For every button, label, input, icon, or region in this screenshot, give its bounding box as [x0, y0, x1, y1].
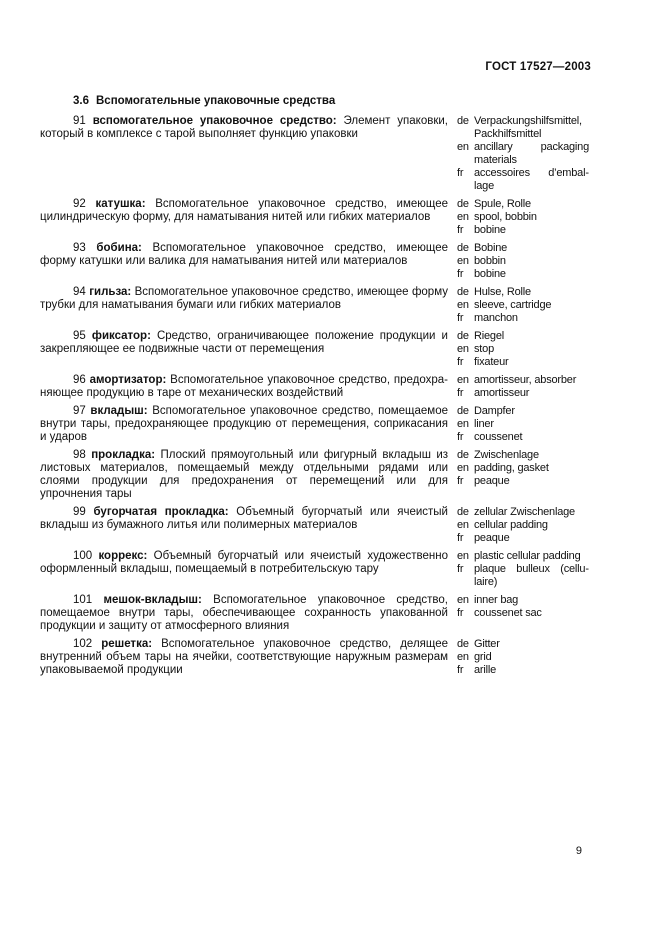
term-definition [40, 638, 448, 677]
translation-text: peaque [474, 475, 510, 487]
translation-line [457, 224, 589, 237]
term-name: прокладка: [91, 449, 156, 461]
translation-line [457, 268, 589, 281]
translations [457, 506, 589, 545]
translation-line [457, 198, 589, 211]
term-name: гильза: [89, 286, 132, 298]
translation-text: zellular Zwischenlage [474, 506, 575, 518]
term-name: решетка: [101, 638, 153, 650]
definition-text: Вспомогательное упаковочное средство, делящее внутренний объем тары на ячейки, соответствующие наружным размерам упаковываемой продукции [40, 638, 449, 676]
translations [457, 374, 589, 400]
translation-line [457, 374, 589, 387]
translation-text: bobbin [474, 255, 506, 267]
term-entry [40, 405, 591, 444]
term-number: 102 [73, 638, 93, 650]
term-name: фиксатор: [91, 330, 151, 342]
translation-lang: de [457, 286, 469, 298]
term-entry [40, 449, 591, 501]
translation-lang: en [457, 374, 469, 386]
translation-lang: fr [457, 607, 464, 619]
term-number: 95 [73, 330, 86, 342]
term-entry [40, 374, 591, 400]
doc-number: ГОСТ 17527—2003 [485, 61, 591, 73]
translations [457, 550, 589, 589]
term-definition [40, 594, 448, 633]
translation-text: grid [474, 651, 492, 663]
translation-text: padding, gasket [474, 462, 549, 474]
translation-lang: de [457, 198, 469, 210]
term-entry [40, 115, 591, 193]
translation-line [457, 563, 589, 589]
translation-text: spool, bobbin [474, 211, 537, 223]
term-definition [40, 242, 448, 268]
translation-text: amortisseur, absorber [474, 374, 577, 386]
term-number: 98 [73, 449, 86, 461]
translation-lang: en [457, 141, 469, 153]
translation-text: Spule, Rolle [474, 198, 531, 210]
term-number: 97 [73, 405, 86, 417]
translations [457, 115, 589, 193]
translation-line [457, 594, 589, 607]
term-name: бобина: [96, 242, 142, 254]
term-entry [40, 506, 591, 545]
definition-text: Вспомогательное упаковочное средство, помещаемое внутри тары, обеспечивающее сохранность упакованной продукции и защиту от атмосферного влияния [40, 594, 448, 632]
translation-lang: en [457, 255, 469, 267]
translation-lang: en [457, 550, 469, 562]
term-number: 100 [73, 550, 93, 562]
translation-lang: fr [457, 224, 464, 236]
translation-lang: de [457, 506, 469, 518]
term-entry [40, 550, 591, 589]
term-definition [40, 115, 448, 141]
translation-lang: en [457, 594, 469, 606]
translation-text: fixateur [474, 356, 509, 368]
translation-lang: en [457, 418, 469, 430]
translations [457, 242, 589, 281]
page-number: 9 [575, 845, 582, 857]
term-definition [40, 449, 448, 501]
translation-line [457, 462, 589, 475]
term-entry [40, 198, 591, 237]
translation-text: cellular padding [474, 519, 548, 531]
translation-line [457, 167, 589, 193]
term-entry [40, 286, 591, 325]
term-name: катушка: [95, 198, 146, 210]
term-name: вкладыш: [90, 405, 148, 417]
term-definition [40, 198, 448, 224]
translation-line [457, 532, 589, 545]
definition-text: Вспомогательное упаковочное средство, имеющее форму катушки или валика для наматывания нитей или материалов [40, 242, 448, 267]
translation-text: Bobine [474, 242, 508, 254]
definition-text: Вспомогательное упаковочное средство, помещаемое внутри тары, предохраняющее продукцию от перемещения, соприкасания и ударов [40, 405, 449, 443]
translation-text: bobine [474, 224, 506, 236]
translations [457, 449, 589, 488]
translation-text: coussenet [474, 431, 523, 443]
term-entry [40, 330, 591, 369]
translation-text: bobine [474, 268, 506, 280]
translation-lang: fr [457, 532, 464, 544]
translation-lang: en [457, 299, 469, 311]
translation-lang: fr [457, 356, 464, 368]
translations [457, 198, 589, 237]
translation-line [457, 141, 589, 167]
definition-text: Объемный бугорчатый или ячеистый вкладыш из бумажного литья или полимерных материалов [40, 506, 448, 531]
translation-lang: fr [457, 167, 464, 179]
term-name: коррекс: [98, 550, 148, 562]
translation-text: ancillary packaging materials [474, 141, 589, 166]
translation-line [457, 431, 589, 444]
translation-line [457, 550, 589, 563]
translation-lang: de [457, 330, 469, 342]
term-name: мешок-вкладыш: [103, 594, 202, 606]
translation-text: Dampfer [474, 405, 515, 417]
translation-text: Gitter [474, 638, 500, 650]
translation-text: plastic cellular padding [474, 550, 581, 562]
term-number: 101 [73, 594, 93, 606]
translation-line [457, 449, 589, 462]
definition-text: Средство, ограничивающее положение продукции и закрепляющее ее подвижные части от перемещения [40, 330, 448, 355]
section-title: Вспомогательные упаковочные средства [96, 95, 336, 107]
translations [457, 594, 589, 620]
translation-text: sleeve, cartridge [474, 299, 552, 311]
term-name: амортизатор: [89, 374, 167, 386]
translation-lang: en [457, 519, 469, 531]
translation-text: peaque [474, 532, 510, 544]
translation-lang: fr [457, 563, 464, 575]
translation-line [457, 607, 589, 620]
translation-line [457, 255, 589, 268]
section-number: 3.6 [73, 95, 89, 107]
translation-lang: fr [457, 664, 464, 676]
translation-line [457, 330, 589, 343]
term-number: 99 [73, 506, 86, 518]
translation-line [457, 475, 589, 488]
term-name: вспомогательное упаковочное средство: [92, 115, 337, 127]
term-definition [40, 405, 448, 444]
translation-text: plaque bulleux (cellulaire) [474, 563, 589, 588]
translations [457, 405, 589, 444]
translation-line [457, 299, 589, 312]
translations [457, 330, 589, 369]
translations [457, 286, 589, 325]
translation-line [457, 664, 589, 677]
translation-text: Riegel [474, 330, 504, 342]
translation-text: arille [474, 664, 497, 676]
translation-line [457, 638, 589, 651]
translation-line [457, 242, 589, 255]
term-definition [40, 506, 448, 532]
translation-lang: fr [457, 312, 464, 324]
definition-text: Вспомогательное упаковочное средство, имеющее форму трубки для наматывания бумаги или гибких материалов [40, 286, 448, 311]
term-number: 91 [73, 115, 86, 127]
translation-text: amortisseur [474, 387, 530, 399]
definition-text: Плоский прямоугольный или фигурный вкладыш из листовых материалов, помещаемый между отдельными рядами или слоями продукции для предохранения от перемещений или для упрочнения тары [40, 449, 449, 500]
translation-lang: en [457, 651, 469, 663]
translation-line [457, 211, 589, 224]
translation-line [457, 115, 589, 141]
definition-text: Вспомогательное упаковочное средство, имеющее цилиндрическую форму, для наматывания нитей или гибких материалов [40, 198, 449, 223]
term-definition [40, 286, 448, 312]
translation-lang: en [457, 343, 469, 355]
translation-line [457, 286, 589, 299]
term-number: 96 [73, 374, 86, 386]
translation-lang: fr [457, 387, 464, 399]
translation-lang: en [457, 462, 469, 474]
translation-text: stop [474, 343, 494, 355]
definition-text: Элемент упаковки, который в комплексе с тарой выполняет функцию упаковки [40, 115, 448, 140]
translation-lang: de [457, 115, 469, 127]
term-entry [40, 594, 591, 633]
term-number: 93 [73, 242, 86, 254]
translation-lang: fr [457, 268, 464, 280]
translation-lang: de [457, 449, 469, 461]
term-number: 94 [73, 286, 86, 298]
term-entry [40, 638, 591, 677]
term-number: 92 [73, 198, 86, 210]
translation-line [457, 651, 589, 664]
translations [457, 638, 589, 677]
term-entry [40, 242, 591, 281]
translation-text: manchon [474, 312, 518, 324]
translation-text: liner [474, 418, 494, 430]
term-definition [40, 374, 448, 400]
translation-line [457, 356, 589, 369]
translation-line [457, 418, 589, 431]
translation-lang: fr [457, 475, 464, 487]
translation-lang: de [457, 638, 469, 650]
translation-text: inner bag [474, 594, 519, 606]
translation-line [457, 343, 589, 356]
terms-list [40, 115, 591, 677]
translation-line [457, 519, 589, 532]
term-name: бугорчатая прокладка: [93, 506, 229, 518]
translation-line [457, 506, 589, 519]
definition-text: Объемный бугорчатый или ячеистый художественно оформленный вкладыш, помещаемый в потребительскую тару [40, 550, 448, 575]
term-definition [40, 330, 448, 356]
translation-lang: de [457, 405, 469, 417]
translation-lang: en [457, 211, 469, 223]
translation-text: Verpackungshilfsmittel, Packhilfsmittel [474, 115, 582, 140]
translation-text: Zwischenlage [474, 449, 539, 461]
translation-line [457, 405, 589, 418]
term-definition [40, 550, 448, 576]
translation-text: coussenet sac [474, 607, 542, 619]
translation-text: Hulse, Rolle [474, 286, 531, 298]
translation-text: accessoires d’emballage [474, 167, 589, 192]
translation-lang: fr [457, 431, 464, 443]
translation-lang: de [457, 242, 469, 254]
translation-line [457, 312, 589, 325]
section-heading [73, 95, 591, 108]
translation-line [457, 387, 589, 400]
definition-text: Вспомогательное упаковочное средство, предохраняющее продукцию в таре от механических воздействий [40, 374, 448, 399]
